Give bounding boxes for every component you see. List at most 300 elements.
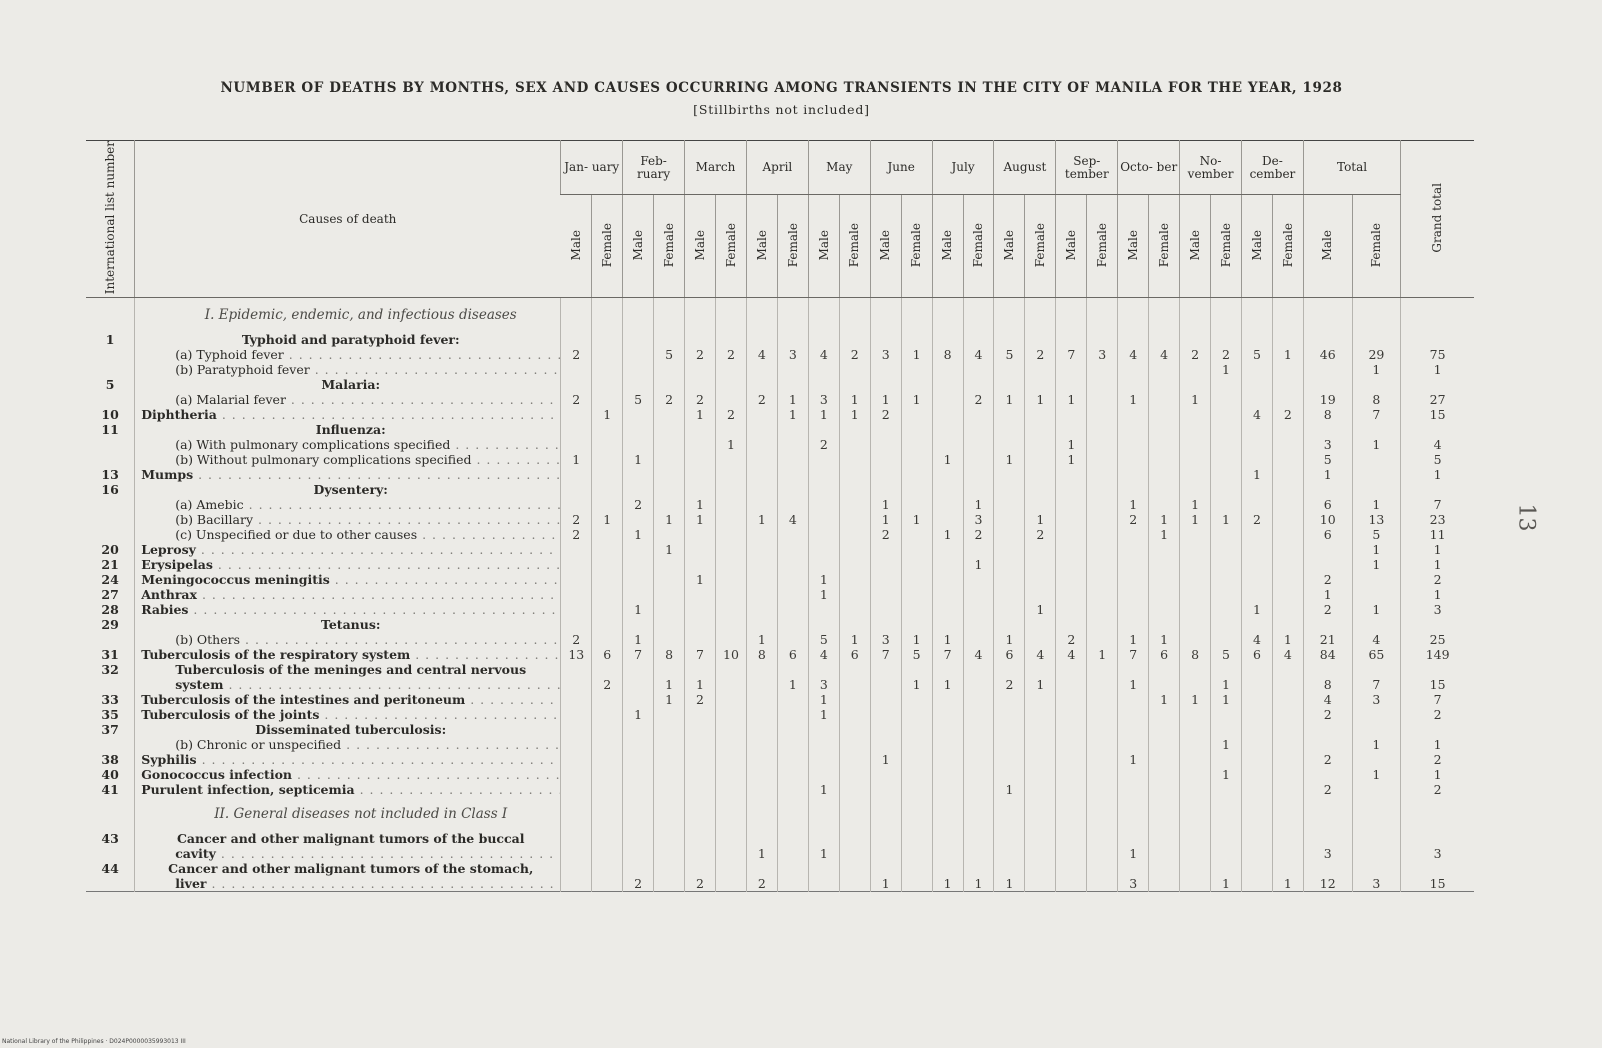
- month-value-cell: 4: [1242, 632, 1273, 647]
- month-value-cell: [685, 467, 716, 482]
- cause-label: Mumps . . .: [141, 467, 561, 482]
- list-number: [86, 677, 135, 692]
- month-value-cell: [1025, 737, 1056, 752]
- month-value-cell: [1149, 677, 1180, 692]
- total-cell: [1352, 861, 1401, 876]
- table-row: [86, 632, 1474, 647]
- month-value-cell: [839, 527, 870, 542]
- cause-cell: [135, 647, 561, 662]
- month-value-cell: [1056, 527, 1087, 542]
- cause-label: Cancer and other malignant tumors of the buccal: [176, 830, 525, 846]
- month-value-cell: 7: [870, 647, 901, 662]
- empty-cell: [777, 797, 808, 831]
- month-value-cell: 2: [592, 677, 623, 692]
- empty-cell: [901, 297, 932, 332]
- footer-credit: National Library of the Philippines · D024P0000035993013 III: [2, 1038, 186, 1045]
- row-number: [86, 797, 135, 831]
- month-value-cell: 1: [685, 407, 716, 422]
- month-header: Sep- tember: [1056, 141, 1118, 195]
- male-header: Male: [870, 195, 901, 298]
- month-value-cell: [1211, 831, 1242, 846]
- month-value-cell: [654, 632, 685, 647]
- table-subtitle: [Stillbirths not included]: [693, 102, 870, 117]
- cause-cell: [135, 662, 561, 677]
- total-cell: [1303, 861, 1352, 876]
- month-value-cell: [870, 767, 901, 782]
- month-value-cell: [839, 617, 870, 632]
- month-value-cell: [1056, 677, 1087, 692]
- month-value-cell: [1242, 861, 1273, 876]
- month-value-cell: 2: [685, 876, 716, 892]
- month-value-cell: [1118, 362, 1149, 377]
- list-number: 38: [101, 751, 119, 767]
- grand-total-cell: [1401, 617, 1474, 632]
- month-value-cell: [963, 846, 994, 861]
- month-value-cell: [685, 846, 716, 861]
- month-value-cell: [1242, 422, 1273, 437]
- month-value-cell: [1025, 437, 1056, 452]
- month-value-cell: [1056, 542, 1087, 557]
- month-value-cell: [592, 602, 623, 617]
- month-header: July: [932, 141, 994, 195]
- month-value-cell: [623, 752, 654, 767]
- month-value-cell: 1: [808, 846, 839, 861]
- month-value-cell: [932, 617, 963, 632]
- total-cell: 84: [1303, 647, 1352, 662]
- total-cell: [1303, 557, 1352, 572]
- month-value-cell: 1: [654, 542, 685, 557]
- month-value-cell: [1056, 407, 1087, 422]
- month-value-cell: [839, 587, 870, 602]
- month-value-cell: [777, 767, 808, 782]
- cause-cell: [135, 782, 561, 797]
- month-value-cell: [1118, 422, 1149, 437]
- month-value-cell: [839, 692, 870, 707]
- month-value-cell: 10: [715, 647, 746, 662]
- month-value-cell: [839, 846, 870, 861]
- cause-label: (c) Unspecified or due to other causes . . .: [175, 527, 561, 542]
- month-value-cell: 1: [654, 692, 685, 707]
- month-value-cell: [1272, 362, 1303, 377]
- month-value-cell: [715, 876, 746, 892]
- month-value-cell: [746, 831, 777, 846]
- total-cell: [1303, 362, 1352, 377]
- table-row: [86, 332, 1474, 347]
- month-value-cell: [654, 422, 685, 437]
- month-value-cell: [1272, 662, 1303, 677]
- month-value-cell: [1087, 557, 1118, 572]
- female-header: Female: [1272, 195, 1303, 298]
- month-value-cell: [1272, 602, 1303, 617]
- month-value-cell: [1025, 632, 1056, 647]
- month-value-cell: [994, 332, 1025, 347]
- month-value-cell: [963, 482, 994, 497]
- month-value-cell: [1025, 707, 1056, 722]
- month-value-cell: 1: [901, 677, 932, 692]
- month-value-cell: [1272, 512, 1303, 527]
- month-header: Total: [1303, 141, 1400, 195]
- month-value-cell: [654, 722, 685, 737]
- month-value-cell: [623, 332, 654, 347]
- list-number: 28: [101, 601, 119, 617]
- month-value-cell: [1180, 662, 1211, 677]
- cause-cell: [135, 422, 561, 437]
- empty-cell: [963, 797, 994, 831]
- month-value-cell: 1: [1087, 647, 1118, 662]
- row-number: [86, 297, 135, 332]
- empty-cell: [839, 297, 870, 332]
- month-value-cell: [561, 707, 592, 722]
- month-value-cell: [777, 482, 808, 497]
- month-value-cell: [746, 692, 777, 707]
- cause-cell: [135, 452, 561, 467]
- month-value-cell: [1211, 467, 1242, 482]
- grand-total-cell: 25: [1401, 632, 1474, 647]
- month-value-cell: 2: [623, 497, 654, 512]
- cause-cell: [135, 846, 561, 861]
- cause-label: (a) Amebic . . .: [175, 497, 561, 512]
- total-cell: 1: [1352, 737, 1401, 752]
- list-number: [86, 737, 135, 752]
- month-value-cell: [839, 497, 870, 512]
- month-value-cell: 1: [870, 512, 901, 527]
- month-value-cell: [963, 662, 994, 677]
- month-value-cell: [932, 662, 963, 677]
- month-value-cell: [932, 512, 963, 527]
- month-value-cell: [1118, 722, 1149, 737]
- grand-total-cell: [1401, 482, 1474, 497]
- month-value-cell: [901, 572, 932, 587]
- month-value-cell: [1242, 752, 1273, 767]
- cause-cell: [135, 767, 561, 782]
- month-value-cell: [870, 782, 901, 797]
- month-value-cell: [715, 392, 746, 407]
- month-value-cell: 1: [1118, 497, 1149, 512]
- cause-cell: [135, 617, 561, 632]
- month-value-cell: [932, 722, 963, 737]
- month-value-cell: [777, 617, 808, 632]
- month-value-cell: [839, 377, 870, 392]
- month-value-cell: [592, 377, 623, 392]
- month-value-cell: [1180, 572, 1211, 587]
- month-value-cell: [715, 482, 746, 497]
- empty-cell: [561, 797, 592, 831]
- total-cell: 12: [1303, 876, 1352, 892]
- female-header: Female: [592, 195, 623, 298]
- month-value-cell: [1056, 482, 1087, 497]
- month-value-cell: [715, 692, 746, 707]
- month-value-cell: 5: [623, 392, 654, 407]
- month-value-cell: [746, 332, 777, 347]
- month-value-cell: [808, 602, 839, 617]
- month-value-cell: 2: [1242, 512, 1273, 527]
- empty-cell: [1242, 797, 1273, 831]
- month-value-cell: [994, 722, 1025, 737]
- month-value-cell: [932, 831, 963, 846]
- month-value-cell: [592, 752, 623, 767]
- month-value-cell: [1211, 752, 1242, 767]
- month-header: Jan- uary: [561, 141, 623, 195]
- total-cell: 46: [1303, 347, 1352, 362]
- month-value-cell: [1118, 767, 1149, 782]
- month-value-cell: [777, 737, 808, 752]
- month-value-cell: [1025, 572, 1056, 587]
- month-value-cell: [1087, 467, 1118, 482]
- table-row: [86, 692, 1474, 707]
- month-value-cell: [870, 722, 901, 737]
- male-header: Male: [1118, 195, 1149, 298]
- month-value-cell: [592, 467, 623, 482]
- month-value-cell: [777, 752, 808, 767]
- month-value-cell: [654, 662, 685, 677]
- list-number: 20: [101, 541, 119, 557]
- month-value-cell: [1087, 722, 1118, 737]
- male-header: Male: [808, 195, 839, 298]
- month-value-cell: [1242, 482, 1273, 497]
- list-number: [86, 347, 135, 362]
- month-value-cell: [1211, 846, 1242, 861]
- month-value-cell: [839, 512, 870, 527]
- month-value-cell: 2: [623, 876, 654, 892]
- month-value-cell: [808, 831, 839, 846]
- list-number: 33: [101, 691, 119, 707]
- grand-total-cell: 15: [1401, 876, 1474, 892]
- month-value-cell: [1272, 831, 1303, 846]
- month-value-cell: [654, 707, 685, 722]
- month-value-cell: [932, 557, 963, 572]
- month-value-cell: [963, 831, 994, 846]
- male-header: Male: [1303, 195, 1352, 298]
- month-value-cell: 3: [1118, 876, 1149, 892]
- month-value-cell: [623, 572, 654, 587]
- month-value-cell: 2: [654, 392, 685, 407]
- month-value-cell: [901, 831, 932, 846]
- month-value-cell: [1087, 392, 1118, 407]
- month-value-cell: 2: [561, 632, 592, 647]
- month-value-cell: 6: [1242, 647, 1273, 662]
- month-value-cell: [715, 422, 746, 437]
- month-value-cell: [1149, 332, 1180, 347]
- list-number: [86, 876, 135, 892]
- month-value-cell: [777, 846, 808, 861]
- male-header: Male: [994, 195, 1025, 298]
- table-row: [86, 782, 1474, 797]
- table-row: [86, 572, 1474, 587]
- month-value-cell: [746, 437, 777, 452]
- month-value-cell: [777, 377, 808, 392]
- month-value-cell: [901, 722, 932, 737]
- month-value-cell: [1087, 632, 1118, 647]
- month-value-cell: [839, 482, 870, 497]
- total-cell: 5: [1303, 452, 1352, 467]
- female-header: Female: [839, 195, 870, 298]
- month-value-cell: 1: [1180, 392, 1211, 407]
- total-cell: 3: [1352, 692, 1401, 707]
- month-value-cell: [623, 861, 654, 876]
- cause-label: Erysipelas . . .: [141, 557, 561, 572]
- month-value-cell: [1211, 587, 1242, 602]
- grand-total-cell: 1: [1401, 362, 1474, 377]
- month-value-cell: 1: [994, 782, 1025, 797]
- total-cell: 8: [1303, 407, 1352, 422]
- empty-cell: [654, 297, 685, 332]
- table-row: [86, 467, 1474, 482]
- month-value-cell: [1242, 362, 1273, 377]
- month-value-cell: 1: [994, 632, 1025, 647]
- month-value-cell: [1087, 572, 1118, 587]
- month-value-cell: [1211, 662, 1242, 677]
- month-value-cell: [1272, 752, 1303, 767]
- month-value-cell: [994, 422, 1025, 437]
- month-value-cell: 1: [932, 632, 963, 647]
- month-value-cell: [932, 782, 963, 797]
- grand-total-cell: [1401, 722, 1474, 737]
- month-value-cell: [901, 861, 932, 876]
- month-value-cell: [715, 767, 746, 782]
- month-value-cell: [1272, 332, 1303, 347]
- empty-cell: [870, 297, 901, 332]
- month-value-cell: [1025, 692, 1056, 707]
- month-value-cell: [1025, 422, 1056, 437]
- month-value-cell: [870, 332, 901, 347]
- month-value-cell: [808, 767, 839, 782]
- month-value-cell: [901, 467, 932, 482]
- month-value-cell: 1: [808, 572, 839, 587]
- month-value-cell: [932, 407, 963, 422]
- empty-cell: [1401, 797, 1474, 831]
- month-value-cell: [932, 846, 963, 861]
- month-value-cell: [1211, 707, 1242, 722]
- month-value-cell: [1180, 422, 1211, 437]
- month-value-cell: [561, 557, 592, 572]
- month-value-cell: 1: [746, 512, 777, 527]
- month-value-cell: [932, 752, 963, 767]
- month-value-cell: [1056, 422, 1087, 437]
- month-value-cell: [963, 861, 994, 876]
- grand-total-cell: 149: [1401, 647, 1474, 662]
- month-value-cell: [1180, 782, 1211, 797]
- month-value-cell: [592, 392, 623, 407]
- month-value-cell: [685, 332, 716, 347]
- month-value-cell: [746, 662, 777, 677]
- month-value-cell: [994, 407, 1025, 422]
- cause-cell: [135, 377, 561, 392]
- month-value-cell: [1149, 407, 1180, 422]
- month-header: June: [870, 141, 932, 195]
- month-value-cell: 7: [1056, 347, 1087, 362]
- cause-cell: [135, 407, 561, 422]
- total-cell: [1303, 767, 1352, 782]
- cause-cell: [135, 527, 561, 542]
- month-value-cell: [623, 692, 654, 707]
- grand-total-cell: 75: [1401, 347, 1474, 362]
- month-value-cell: [1272, 767, 1303, 782]
- month-value-cell: [870, 737, 901, 752]
- month-value-cell: [932, 737, 963, 752]
- month-value-cell: [1180, 407, 1211, 422]
- month-value-cell: [715, 752, 746, 767]
- month-value-cell: [1180, 602, 1211, 617]
- cause-cell: [135, 752, 561, 767]
- month-value-cell: [1056, 587, 1087, 602]
- month-value-cell: [1118, 831, 1149, 846]
- month-value-cell: [623, 437, 654, 452]
- month-value-cell: [994, 482, 1025, 497]
- month-value-cell: [592, 632, 623, 647]
- month-value-cell: [561, 831, 592, 846]
- month-value-cell: 1: [932, 876, 963, 892]
- month-value-cell: [1149, 482, 1180, 497]
- month-value-cell: [715, 846, 746, 861]
- empty-cell: [963, 297, 994, 332]
- month-value-cell: [1025, 542, 1056, 557]
- month-value-cell: [839, 767, 870, 782]
- total-cell: [1352, 467, 1401, 482]
- month-value-cell: [592, 527, 623, 542]
- month-value-cell: [1242, 831, 1273, 846]
- month-value-cell: [1149, 572, 1180, 587]
- month-value-cell: [746, 362, 777, 377]
- month-value-cell: [685, 861, 716, 876]
- cause-cell: [135, 482, 561, 497]
- female-header: Female: [1087, 195, 1118, 298]
- month-value-cell: [561, 861, 592, 876]
- month-value-cell: [1272, 677, 1303, 692]
- total-cell: [1352, 482, 1401, 497]
- female-header: Female: [1025, 195, 1056, 298]
- month-value-cell: [963, 437, 994, 452]
- month-value-cell: [1180, 632, 1211, 647]
- month-value-cell: [623, 482, 654, 497]
- month-value-cell: [561, 876, 592, 892]
- cause-cell: [135, 392, 561, 407]
- month-value-cell: [685, 752, 716, 767]
- month-value-cell: [808, 662, 839, 677]
- grand-total-cell: 15: [1401, 677, 1474, 692]
- month-value-cell: [1149, 876, 1180, 892]
- month-value-cell: [654, 377, 685, 392]
- month-value-cell: [1211, 422, 1242, 437]
- month-value-cell: [1087, 542, 1118, 557]
- month-value-cell: 4: [808, 347, 839, 362]
- empty-cell: [1242, 297, 1273, 332]
- month-value-cell: 4: [1118, 347, 1149, 362]
- month-value-cell: [685, 831, 716, 846]
- month-value-cell: 4: [1272, 647, 1303, 662]
- month-value-cell: [1087, 707, 1118, 722]
- male-header: Male: [1180, 195, 1211, 298]
- month-value-cell: [1180, 467, 1211, 482]
- month-value-cell: [870, 572, 901, 587]
- month-value-cell: [870, 831, 901, 846]
- month-value-cell: [839, 707, 870, 722]
- month-value-cell: [1087, 377, 1118, 392]
- month-value-cell: 1: [654, 677, 685, 692]
- month-value-cell: [932, 497, 963, 512]
- total-cell: [1303, 737, 1352, 752]
- month-value-cell: [746, 782, 777, 797]
- month-value-cell: [561, 692, 592, 707]
- month-value-cell: [1149, 452, 1180, 467]
- month-value-cell: [870, 587, 901, 602]
- empty-cell: [1056, 797, 1087, 831]
- grand-total-cell: 1: [1401, 737, 1474, 752]
- month-value-cell: [1118, 452, 1149, 467]
- cause-cell: [135, 677, 561, 692]
- month-value-cell: [1180, 542, 1211, 557]
- month-value-cell: [994, 542, 1025, 557]
- month-value-cell: 1: [1118, 677, 1149, 692]
